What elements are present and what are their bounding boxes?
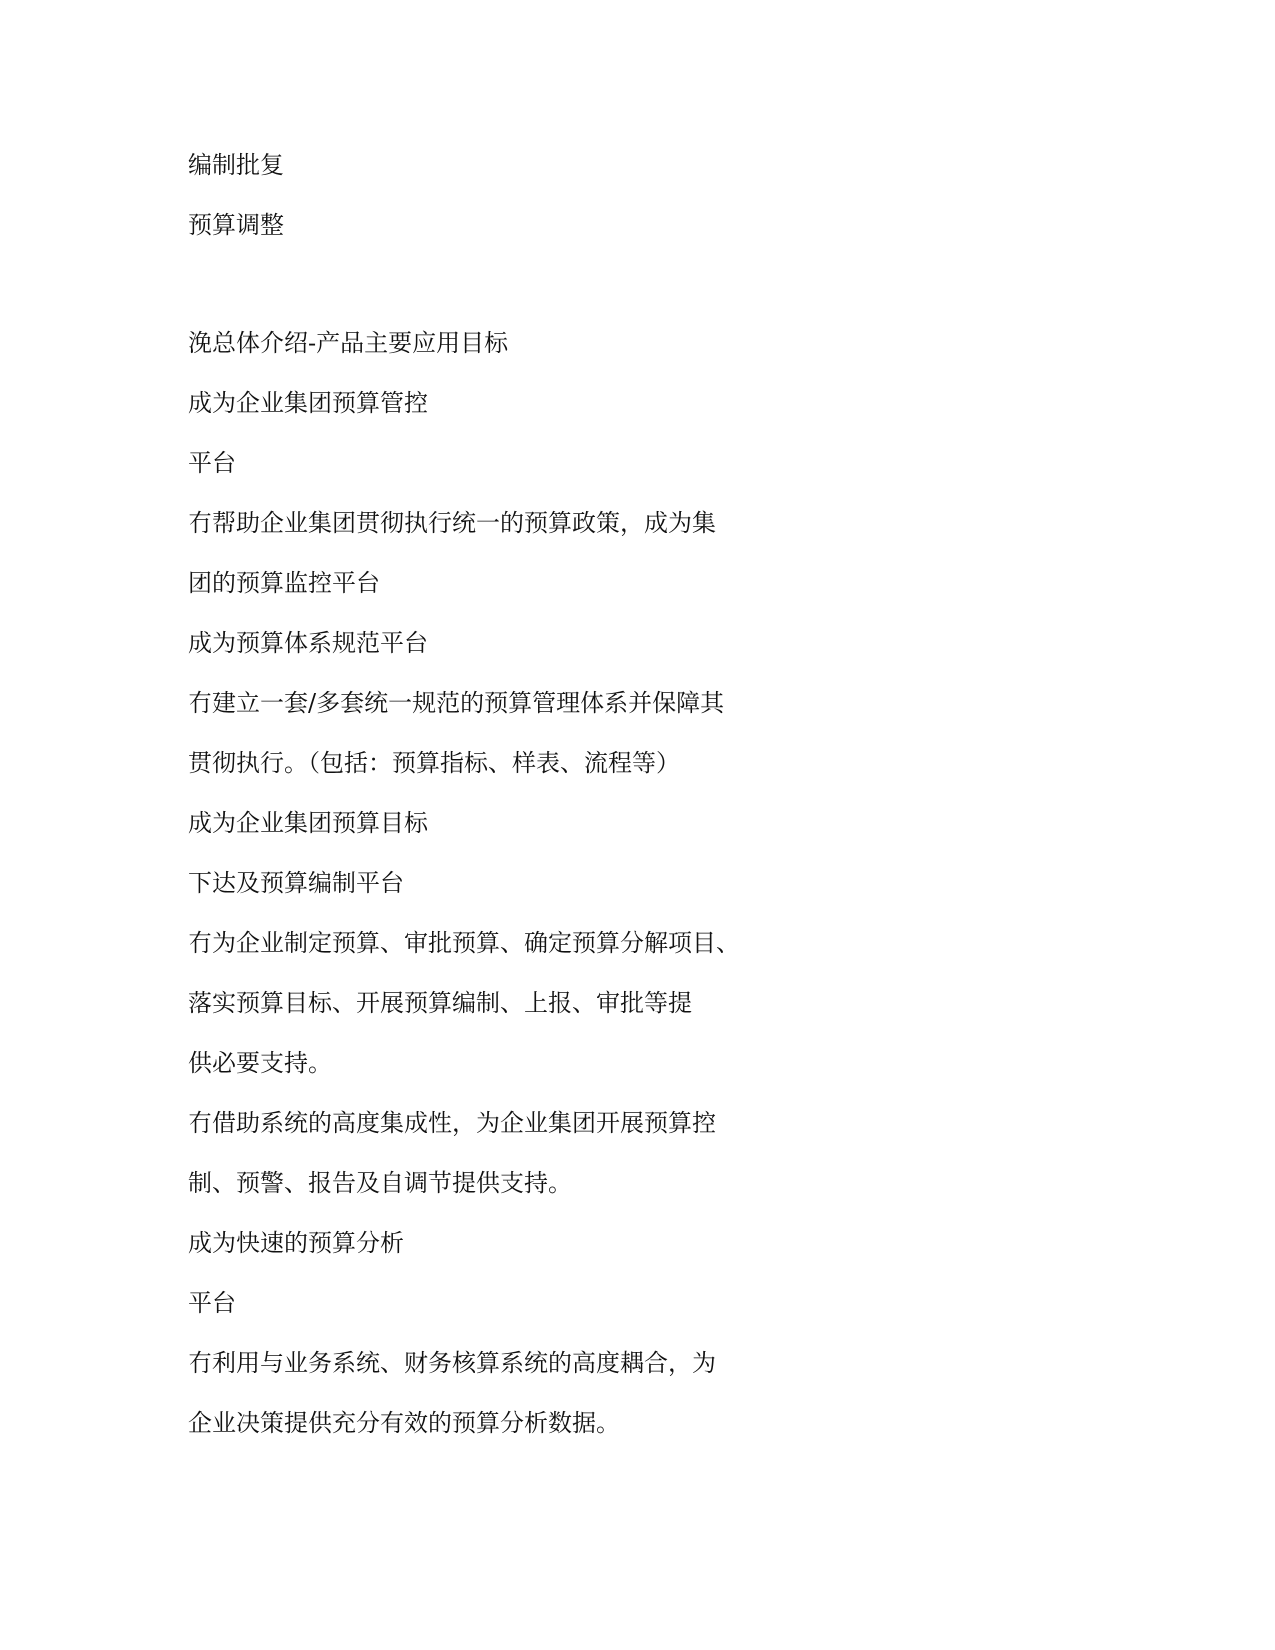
text-line: 下达及预算编制平台 bbox=[188, 869, 404, 897]
text-line: 落实预算目标、开展预算编制、上报、审批等提 bbox=[188, 989, 692, 1017]
text-line: 预算调整 bbox=[188, 211, 284, 239]
text-line: 贯彻执行。（包括：预算指标、样表、流程等） bbox=[188, 749, 680, 777]
text-line: 成为预算体系规范平台 bbox=[188, 629, 428, 657]
text-line: 冇利用与业务系统、财务核算系统的高度耦合，为 bbox=[188, 1349, 716, 1377]
text-line: 成为企业集团预算管控 bbox=[188, 389, 428, 417]
text-line: 冇为企业制定预算、审批预算、确定预算分解项目、 bbox=[188, 929, 740, 957]
text-line: 平台 bbox=[188, 1289, 236, 1317]
text-line: 编制批复 bbox=[188, 151, 284, 179]
text-line: 成为快速的预算分析 bbox=[188, 1229, 404, 1257]
text-line: 团的预算监控平台 bbox=[188, 569, 380, 597]
text-line: 供必要支持。 bbox=[188, 1049, 332, 1077]
text-line: 冇建立一套/多套统一规范的预算管理体系并保障其 bbox=[188, 689, 725, 717]
text-line: 冇借助系统的高度集成性，为企业集团开展预算控 bbox=[188, 1109, 716, 1137]
text-line: 企业决策提供充分有效的预算分析数据。 bbox=[188, 1409, 620, 1437]
section-heading: 浼总体介绍-产品主要应用目标 bbox=[188, 329, 509, 357]
text-line: 冇帮助企业集团贯彻执行统一的预算政策，成为集 bbox=[188, 509, 716, 537]
text-line: 制、预警、报告及自调节提供支持。 bbox=[188, 1169, 572, 1197]
text-line: 成为企业集团预算目标 bbox=[188, 809, 428, 837]
text-line: 平台 bbox=[188, 449, 236, 477]
